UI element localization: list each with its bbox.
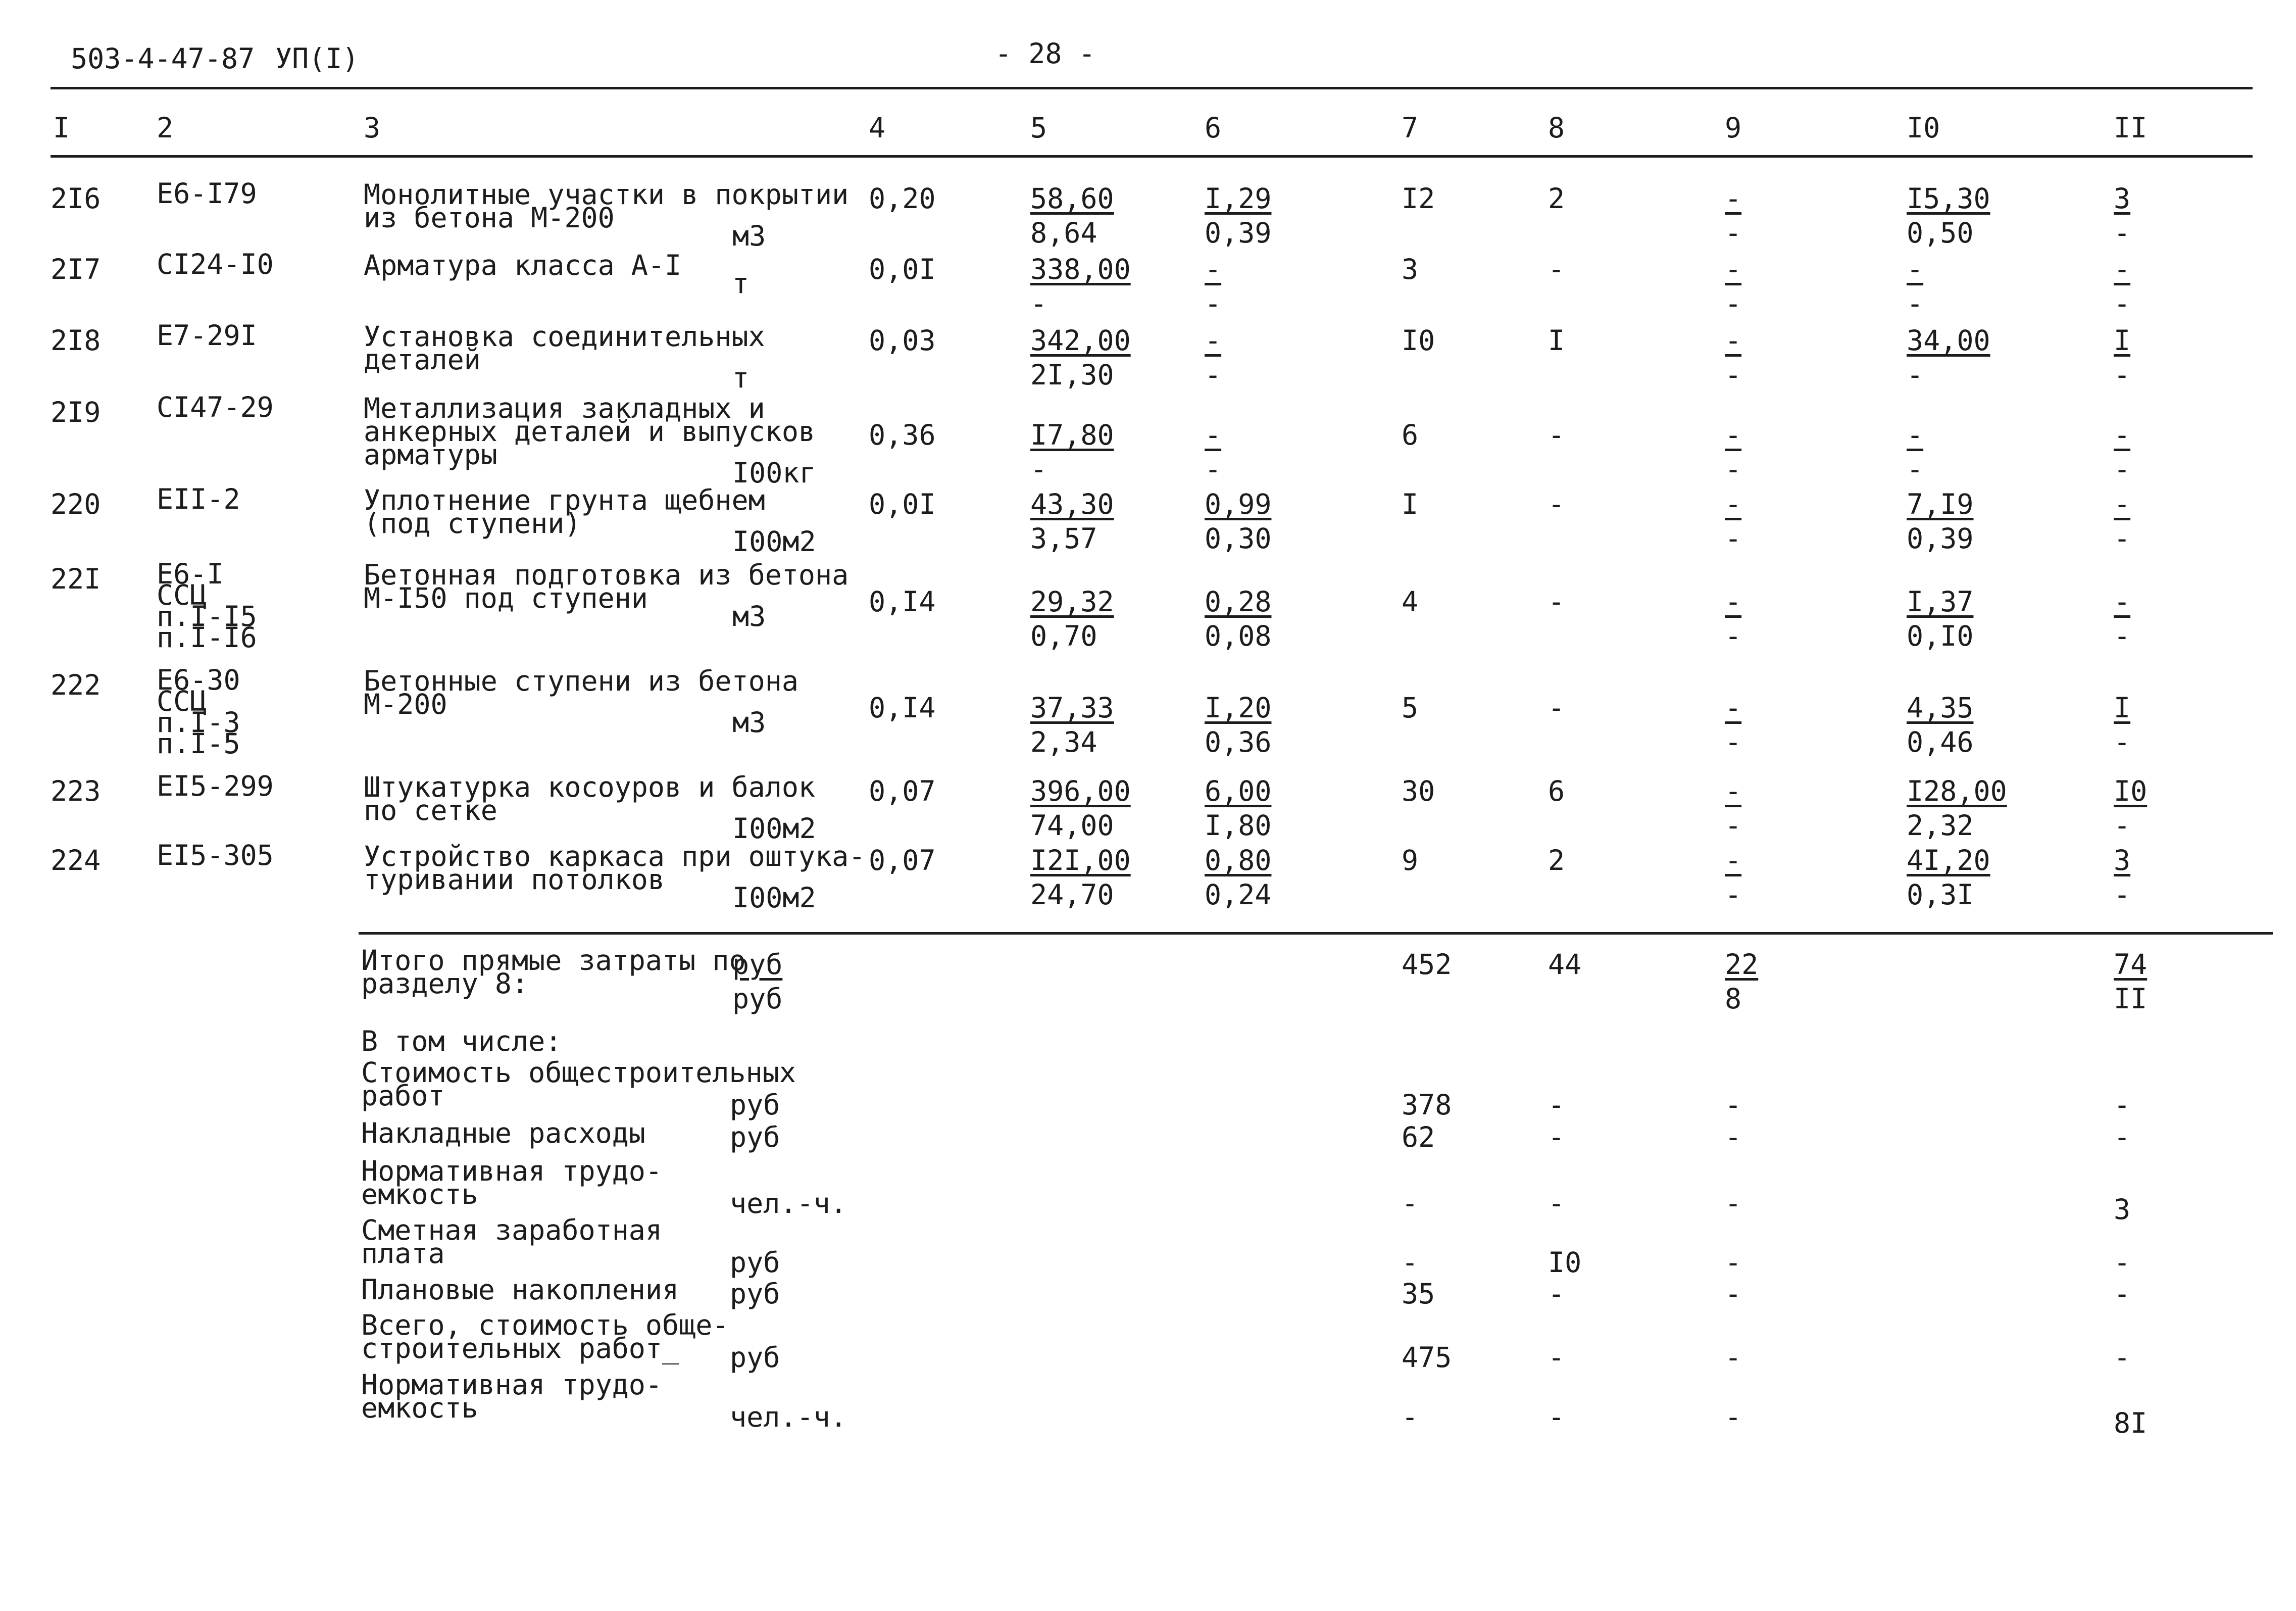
summary-c7: 62 [1402, 1121, 1435, 1153]
row-c6-top: 6,00 [1205, 775, 1272, 807]
row-c6-bottom: 0,08 [1205, 620, 1272, 652]
row-c10-bottom: - [1907, 359, 1924, 391]
summary-c9: - [1725, 1089, 1742, 1121]
including-label: В том числе: [361, 1025, 562, 1057]
summary-label: Сметная заработная плата [361, 1214, 663, 1270]
row-c11-top: I [2114, 692, 2131, 724]
column-header-7: 7 [1402, 112, 1419, 144]
column-header-2: 2 [157, 112, 174, 144]
summary-c8: I0 [1548, 1246, 1582, 1279]
row-c5-top: I2I,00 [1030, 844, 1131, 876]
summary-c8: - [1548, 1121, 1565, 1153]
row-unit: т [732, 362, 750, 394]
row-c6-bottom: 0,30 [1205, 522, 1272, 555]
row-number: 2I6 [51, 182, 101, 215]
summary-c7: 378 [1402, 1089, 1452, 1121]
row-c5-bottom: 8,64 [1030, 217, 1097, 249]
summary-c8: - [1548, 1187, 1565, 1219]
row-c6-top: - [1205, 419, 1222, 451]
row-description: Монолитные участки в покрытии из бетона М-200 [364, 178, 849, 234]
column-header-11: II [2114, 112, 2148, 144]
summary-c7: - [1402, 1187, 1419, 1219]
row-c10-bottom: 0,46 [1907, 726, 1974, 758]
row-c9-top: - [1725, 775, 1742, 807]
row-c6-top: - [1205, 324, 1222, 357]
summary-label: Всего, стоимость обще- строительных работ_ [361, 1309, 729, 1364]
totals-unit-top: руб [732, 948, 783, 981]
summary-unit: руб [730, 1089, 780, 1121]
row-c6-top: 0,28 [1205, 585, 1272, 618]
row-c11-top: - [2114, 419, 2131, 451]
row-c10-top: 34,00 [1907, 324, 1990, 357]
row-c5-top: 58,60 [1030, 182, 1114, 215]
summary-label: Плановые накопления [361, 1274, 679, 1306]
summary-c9: - [1725, 1121, 1742, 1153]
summary-c8: - [1548, 1089, 1565, 1121]
row-number: 224 [51, 844, 101, 876]
doc-code: 503-4-47-87 [71, 42, 255, 75]
row-c8: I [1548, 324, 1565, 357]
row-c11-top: I [2114, 324, 2131, 357]
summary-unit: руб [730, 1341, 780, 1374]
row-quantity: 0,I4 [869, 585, 936, 618]
row-number: 2I9 [51, 396, 101, 428]
row-code: Е6-I ССЦ п.I-I5 п.I-I6 [157, 558, 257, 654]
row-c5-top: I7,80 [1030, 419, 1114, 451]
row-number: 22I [51, 563, 101, 595]
row-c7: 3 [1402, 253, 1419, 285]
row-unit: т [732, 267, 750, 300]
row-c10-bottom: 0,39 [1907, 522, 1974, 555]
summary-c9: - [1725, 1341, 1742, 1374]
page-number: - 28 - [995, 37, 1095, 70]
column-header-3: 3 [364, 112, 381, 144]
summary-c11: 3 [2114, 1193, 2131, 1226]
row-quantity: 0,36 [869, 419, 936, 451]
row-unit: м3 [732, 600, 766, 632]
row-unit: I00м2 [732, 525, 816, 558]
summary-c11: - [2114, 1278, 2131, 1310]
row-c11-bottom: - [2114, 359, 2131, 391]
totals-rule [359, 932, 2273, 935]
row-c11-bottom: - [2114, 878, 2131, 911]
summary-c9: - [1725, 1187, 1742, 1219]
row-c5-bottom: 3,57 [1030, 522, 1097, 555]
row-c5-bottom: 0,70 [1030, 620, 1097, 652]
row-c8: - [1548, 419, 1565, 451]
summary-label: Накладные расходы [361, 1117, 645, 1149]
row-c11-bottom: - [2114, 620, 2131, 652]
row-c7: 9 [1402, 844, 1419, 876]
row-quantity: 0,07 [869, 844, 936, 876]
row-c6-top: - [1205, 253, 1222, 285]
row-c9-bottom: - [1725, 726, 1742, 758]
row-c10-bottom: - [1907, 287, 1924, 320]
summary-c7: - [1402, 1401, 1419, 1433]
row-c8: - [1548, 488, 1565, 520]
summary-unit: руб [730, 1121, 780, 1153]
row-c9-bottom: - [1725, 359, 1742, 391]
row-c5-bottom: - [1030, 287, 1047, 320]
row-c9-bottom: - [1725, 620, 1742, 652]
summary-c11: - [2114, 1341, 2131, 1374]
row-c10-bottom: 0,I0 [1907, 620, 1974, 652]
column-header-1: I [53, 112, 70, 144]
row-c7: I0 [1402, 324, 1435, 357]
row-c7: 4 [1402, 585, 1419, 618]
row-code: Е7-29I [157, 319, 257, 352]
row-description: Уплотнение грунта щебнем (под ступени) [364, 484, 765, 540]
column-header-5: 5 [1030, 112, 1047, 144]
row-c9-bottom: - [1725, 453, 1742, 485]
row-c10-top: - [1907, 419, 1924, 451]
column-header-4: 4 [869, 112, 886, 144]
summary-c11: - [2114, 1246, 2131, 1279]
row-c9-bottom: - [1725, 217, 1742, 249]
row-c11-bottom: - [2114, 726, 2131, 758]
row-c8: - [1548, 253, 1565, 285]
row-code: ЕI5-299 [157, 770, 274, 802]
row-c9-bottom: - [1725, 287, 1742, 320]
summary-unit: руб [730, 1246, 780, 1279]
column-header-10: I0 [1907, 112, 1940, 144]
totals-unit-bottom: руб [732, 983, 783, 1015]
summary-c11: - [2114, 1121, 2131, 1153]
row-description: Штукатурка косоуров и балок по сетке [364, 771, 816, 826]
row-code: ЕII-2 [157, 483, 240, 515]
row-c11-top: 3 [2114, 182, 2131, 215]
row-description: Установка соединительных деталей [364, 320, 765, 376]
row-c9-top: - [1725, 585, 1742, 618]
summary-c7: - [1402, 1246, 1419, 1279]
row-c5-bottom: 2,34 [1030, 726, 1097, 758]
row-c6-top: I,20 [1205, 692, 1272, 724]
row-c9-top: - [1725, 324, 1742, 357]
row-c10-top: I5,30 [1907, 182, 1990, 215]
row-c10-top: 4,35 [1907, 692, 1974, 724]
row-description: Металлизация закладных и анкерных деталей и выпусков арматуры [364, 392, 816, 471]
totals-c8: 44 [1548, 948, 1582, 981]
column-header-8: 8 [1548, 112, 1565, 144]
row-number: 220 [51, 488, 101, 520]
row-c7: 30 [1402, 775, 1435, 807]
row-c9-top: - [1725, 182, 1742, 215]
header-bottom-rule [51, 155, 2253, 158]
row-quantity: 0,0I [869, 253, 936, 285]
row-code: СI24-I0 [157, 248, 274, 280]
row-c10-top: I,37 [1907, 585, 1974, 618]
row-number: 2I8 [51, 324, 101, 357]
column-header-9: 9 [1725, 112, 1742, 144]
row-c9-bottom: - [1725, 809, 1742, 842]
summary-label: Нормативная трудо- емкость [361, 1369, 663, 1424]
row-code: СI47-29 [157, 391, 274, 423]
row-c10-bottom: 0,50 [1907, 217, 1974, 249]
summary-unit: чел.-ч. [730, 1401, 847, 1433]
row-c7: I [1402, 488, 1419, 520]
row-c9-top: - [1725, 419, 1742, 451]
row-c5-top: 43,30 [1030, 488, 1114, 520]
row-quantity: 0,I4 [869, 692, 936, 724]
row-unit: м3 [732, 220, 766, 252]
row-c9-top: - [1725, 253, 1742, 285]
row-c10-bottom: 2,32 [1907, 809, 1974, 842]
row-c5-bottom: - [1030, 453, 1047, 485]
row-c5-bottom: 24,70 [1030, 878, 1114, 911]
row-number: 222 [51, 669, 101, 701]
row-c11-bottom: - [2114, 809, 2131, 842]
row-c6-top: 0,99 [1205, 488, 1272, 520]
row-c8: - [1548, 585, 1565, 618]
row-c5-top: 338,00 [1030, 253, 1131, 285]
summary-c8: - [1548, 1401, 1565, 1433]
row-unit: I00м2 [732, 812, 816, 845]
row-c11-bottom: - [2114, 217, 2131, 249]
row-c8: 2 [1548, 844, 1565, 876]
row-c11-top: - [2114, 488, 2131, 520]
row-c6-bottom: - [1205, 453, 1222, 485]
row-c8: 6 [1548, 775, 1565, 807]
totals-label: Итого прямые затраты по разделу 8: [361, 944, 746, 1000]
totals-c11-bottom: II [2114, 983, 2148, 1015]
row-code: Е6-I79 [157, 177, 257, 210]
row-c11-top: - [2114, 585, 2131, 618]
row-c5-top: 37,33 [1030, 692, 1114, 724]
summary-c7: 475 [1402, 1341, 1452, 1374]
summary-label: Стоимость общестроительных работ [361, 1056, 796, 1112]
row-description: Бетонная подготовка из бетона М-I50 под ступени [364, 559, 849, 614]
row-quantity: 0,0I [869, 488, 936, 520]
totals-c11-top: 74 [2114, 948, 2148, 981]
row-c8: 2 [1548, 182, 1565, 215]
row-c11-bottom: - [2114, 522, 2131, 555]
row-code: Е6-30 ССЦ п.I-3 п.I-5 [157, 664, 240, 760]
totals-c9-bottom: 8 [1725, 983, 1742, 1015]
row-quantity: 0,20 [869, 182, 936, 215]
row-quantity: 0,03 [869, 324, 936, 357]
row-c10-top: I28,00 [1907, 775, 2007, 807]
row-c10-bottom: 0,3I [1907, 878, 1974, 911]
row-c9-bottom: - [1725, 522, 1742, 555]
column-header-6: 6 [1205, 112, 1222, 144]
row-c6-bottom: 0,36 [1205, 726, 1272, 758]
row-code: ЕI5-305 [157, 839, 274, 871]
row-number: 2I7 [51, 253, 101, 285]
album-code: УП(I) [275, 42, 359, 75]
row-c10-bottom: - [1907, 453, 1924, 485]
row-c6-bottom: 0,24 [1205, 878, 1272, 911]
row-c6-top: I,29 [1205, 182, 1272, 215]
row-c9-top: - [1725, 692, 1742, 724]
summary-label: Нормативная трудо- емкость [361, 1155, 663, 1210]
row-unit: м3 [732, 706, 766, 739]
row-c9-bottom: - [1725, 878, 1742, 911]
row-description: Устройство каркаса при оштука- туривании потолков [364, 840, 866, 896]
row-c11-top: I0 [2114, 775, 2148, 807]
row-c5-bottom: 74,00 [1030, 809, 1114, 842]
row-c10-top: 4I,20 [1907, 844, 1990, 876]
row-c6-top: 0,80 [1205, 844, 1272, 876]
row-c8: - [1548, 692, 1565, 724]
summary-c9: - [1725, 1278, 1742, 1310]
row-c11-top: 3 [2114, 844, 2131, 876]
row-c11-bottom: - [2114, 453, 2131, 485]
summary-unit: руб [730, 1278, 780, 1310]
row-c5-top: 396,00 [1030, 775, 1131, 807]
row-c5-top: 29,32 [1030, 585, 1114, 618]
row-c9-top: - [1725, 488, 1742, 520]
row-c7: I2 [1402, 182, 1435, 215]
row-c11-bottom: - [2114, 287, 2131, 320]
summary-c11: - [2114, 1089, 2131, 1121]
row-c5-top: 342,00 [1030, 324, 1131, 357]
row-c11-top: - [2114, 253, 2131, 285]
row-c9-top: - [1725, 844, 1742, 876]
summary-c8: - [1548, 1278, 1565, 1310]
row-c6-bottom: I,80 [1205, 809, 1272, 842]
row-quantity: 0,07 [869, 775, 936, 807]
header-top-rule [51, 87, 2253, 89]
totals-c7: 452 [1402, 948, 1452, 981]
row-c7: 6 [1402, 419, 1419, 451]
row-c6-bottom: - [1205, 359, 1222, 391]
summary-c9: - [1725, 1246, 1742, 1279]
summary-unit: чел.-ч. [730, 1187, 847, 1219]
row-c5-bottom: 2I,30 [1030, 359, 1114, 391]
row-c7: 5 [1402, 692, 1419, 724]
row-c6-bottom: 0,39 [1205, 217, 1272, 249]
row-unit: I00м2 [732, 882, 816, 914]
summary-c8: - [1548, 1341, 1565, 1374]
row-number: 223 [51, 775, 101, 807]
summary-c11: 8I [2114, 1407, 2148, 1439]
row-description: Бетонные ступени из бетона М-200 [364, 665, 798, 720]
row-unit: I00кг [732, 457, 816, 489]
row-c10-top: 7,I9 [1907, 488, 1974, 520]
row-description: Арматура класса А-I [364, 249, 682, 281]
totals-c9-top: 22 [1725, 948, 1759, 981]
row-c10-top: - [1907, 253, 1924, 285]
row-c6-bottom: - [1205, 287, 1222, 320]
summary-c9: - [1725, 1401, 1742, 1433]
summary-c7: 35 [1402, 1278, 1435, 1310]
